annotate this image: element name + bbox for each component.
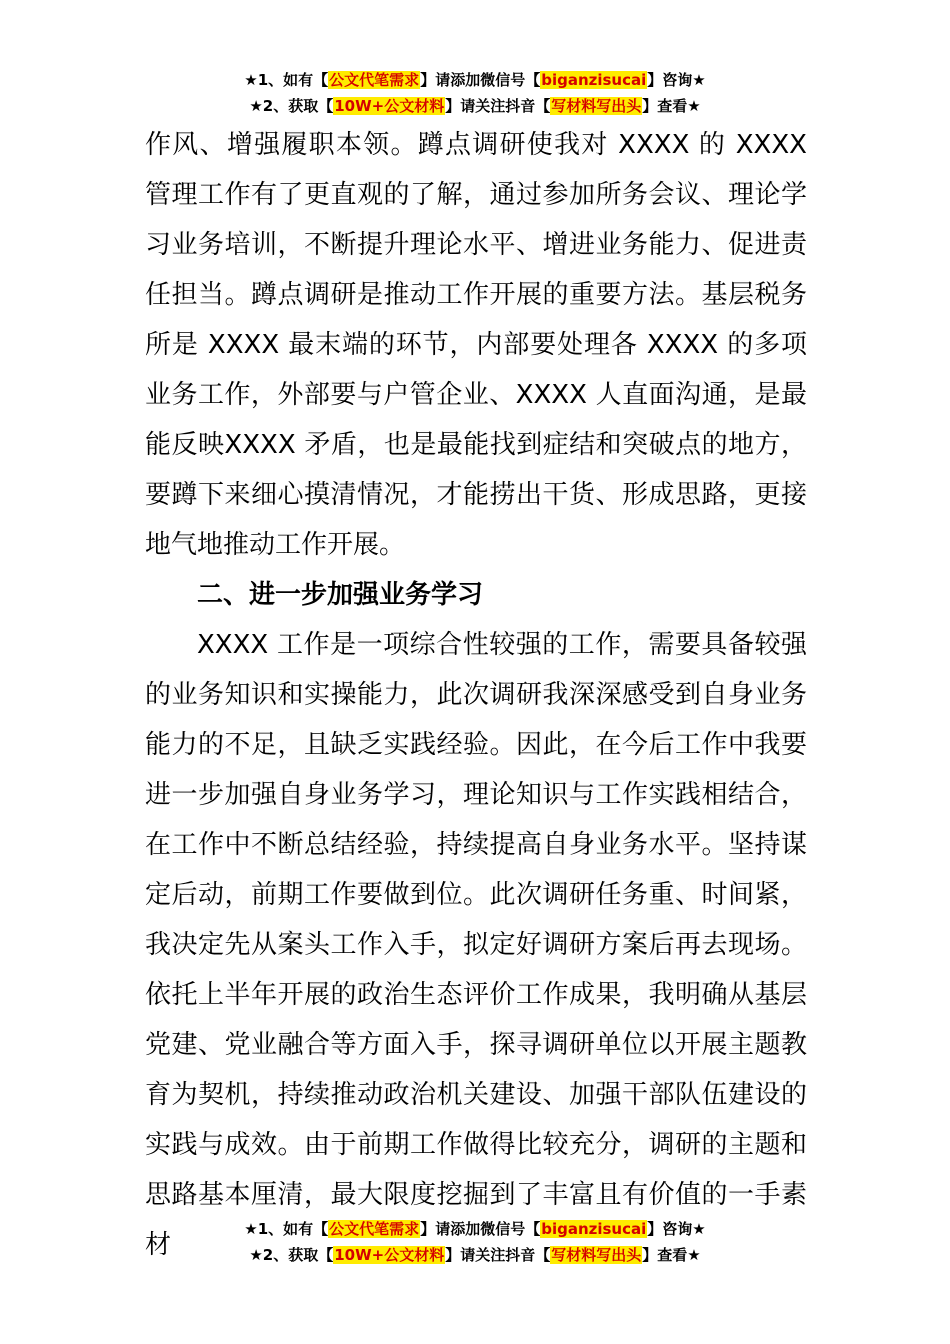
highlight-materials: 10W+公文材料 [334, 1246, 445, 1264]
banner-line-2: ★2、获取【10W+公文材料】请关注抖音【写材料写出头】查看★ [249, 97, 701, 115]
banner-line-1: ★1、如有【公文代笔需求】请添加微信号【biganzisucai】咨询★ [244, 71, 706, 89]
highlight-wechat-id: biganzisucai [541, 71, 647, 89]
highlight-materials: 10W+公文材料 [334, 97, 445, 115]
banner-line-2: ★2、获取【10W+公文材料】请关注抖音【写材料写出头】查看★ [249, 1246, 701, 1264]
highlight-ghostwriting: 公文代笔需求 [329, 1220, 420, 1238]
highlight-wechat-id: biganzisucai [541, 1220, 647, 1238]
paragraph-1: 作风、增强履职本领。蹲点调研使我对 XXXX 的 XXXX 管理工作有了更直观的了解，通过参加所务会议、理论学习业务培训，不断提升理论水平、增进业务能力、促进责任担当。蹲点调研是推动工作开展的重要方法。基层税务所是 XXXX 最末端的环节，内部要处理各 XXXX 的多项业务工作，外部要与户管企业、XXXX 人直面沟通，是最能反映XXXX 矛盾，也是最能找到症结和突破点的地方，要蹲下来细心摸清情况，才能捞出干货、形成思路，更接地气地推动工作开展。 [145, 130, 807, 560]
section-heading-2: 二、进一步加强业务学习 [197, 580, 484, 610]
footer-banner [0, 1216, 950, 1268]
highlight-ghostwriting: 公文代笔需求 [329, 71, 420, 89]
banner-line-1: ★1、如有【公文代笔需求】请添加微信号【biganzisucai】咨询★ [244, 1220, 706, 1238]
document-body [145, 120, 807, 1270]
highlight-douyin: 写材料写出头 [551, 97, 642, 115]
paragraph-2: XXXX 工作是一项综合性较强的工作，需要具备较强的业务知识和实操能力，此次调研我深深感受到自身业务能力的不足，且缺乏实践经验。因此，在今后工作中我要进一步加强自身业务学习，理论知识与工作实践相结合，在工作中不断总结经验，持续提高自身业务水平。坚持谋定后动，前期工作要做到位。此次调研任务重、时间紧，我决定先从案头工作入手，拟定好调研方案后再去现场。依托上半年开展的政治生态评价工作成果，我明确从基层党建、党业融合等方面入手，探寻调研单位以开展主题教育为契机，持续推动政治机关建设、加强干部队伍建设的实践与成效。由于前期工作做得比较充分，调研的主题和思路基本厘清，最大限度挖掘到了丰富且有价值的一手素材 [145, 630, 807, 1260]
header-banner [0, 67, 950, 119]
highlight-douyin: 写材料写出头 [551, 1246, 642, 1264]
